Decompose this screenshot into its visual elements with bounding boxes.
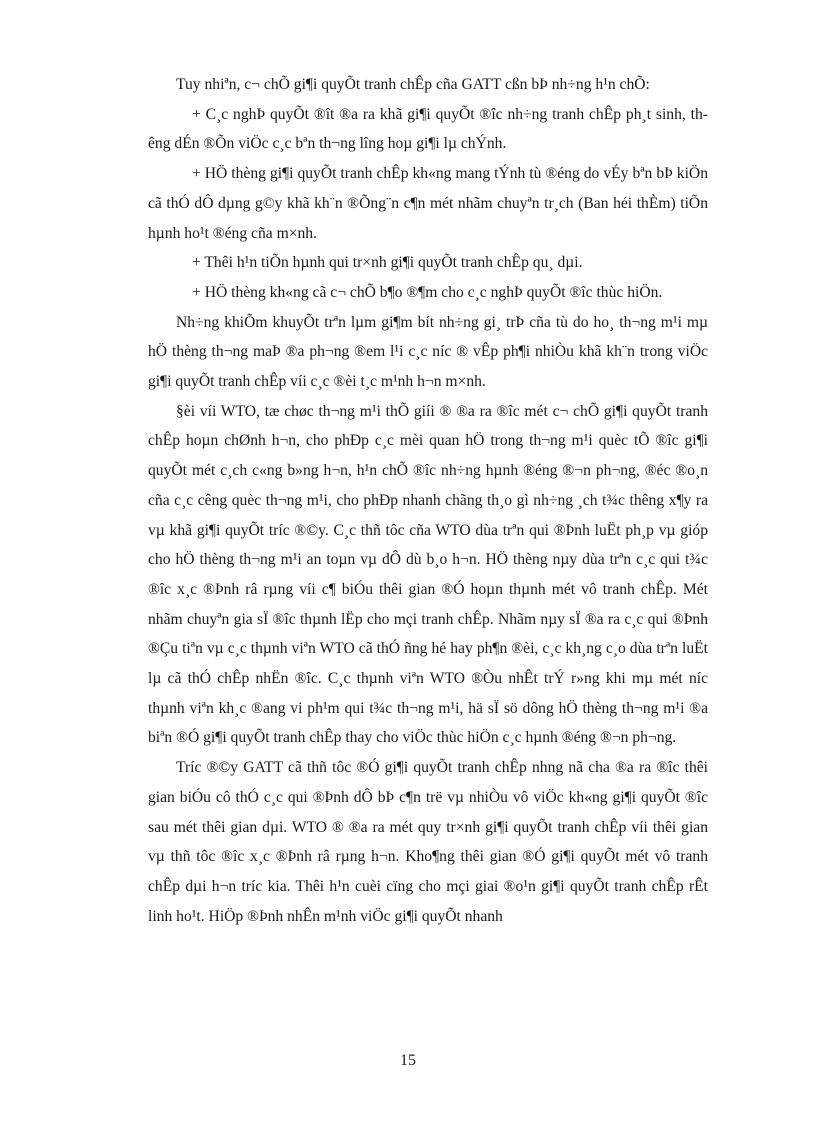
body-text	[148, 70, 708, 931]
paragraph-4: Tríc ®©y GATT cã thñ tôc ®Ó gi¶i quyÕt tranh chÊp nhng nã cha ®a ra ®îc thêi gian biÓu cô thÓ c¸c qui ®Þnh dÔ bÞ c¶n trë vµ nhiÒu vô viÖc kh«ng gi¶i quyÕt ®îc sau mét thêi gian dµi. WTO ® ®a ra mét quy tr×nh gi¶i quyÕt tranh chÊp víi thêi gian vµ thñ tôc ®îc x¸c ®Þnh râ rµng h¬n. Kho¶ng thêi gian ®Ó gi¶i quyÕt mét vô tranh chÊp dµi h¬n tríc kia. Thêi h¹n cuèi cïng cho mçi giai ®o¹n gi¶i quyÕt tranh chÊp rÊt linh ho¹t. HiÖp ®Þnh nhÊn m¹nh viÖc gi¶i quyÕt nhanh	[148, 759, 708, 925]
paragraph-intro: Tuy nhiªn, c¬ chÕ gi¶i quyÕt tranh chÊp cña GATT cßn bÞ nh÷ng h¹n chÕ:	[176, 76, 650, 93]
paragraph-3: §èi víi WTO, tæ chøc th¬ng m¹i thÕ giíi ® ®a ra ®îc mét c¬ chÕ gi¶i quyÕt tranh chÊp hoµn chØnh h¬n, cho phÐp c¸c mèi quan hÖ trong th¬ng m¹i quèc tÕ ®îc gi¶i quyÕt mét c¸ch c«ng b»ng h¬n, h¹n chÕ ®îc nh÷ng hµnh ®éng ®¬n ph¬ng, ®éc ®o¸n cña c¸c cêng quèc th¬ng m¹i, cho phÐp nhanh chãng th¸o gì nh÷ng ¸ch t¾c thêng x¶y ra vµ khã gi¶i quyÕt tríc ®©y. C¸c thñ tôc cña WTO dùa trªn qui ®Þnh luËt ph¸p vµ gióp cho hÖ thèng th¬ng m¹i an toµn vµ dÔ dù b¸o h¬n. HÖ thèng nµy dùa trªn c¸c qui t¾c ®îc x¸c ®Þnh râ rµng víi c¶ biÓu thêi gian ®Ó hoµn thµnh mét vô tranh chÊp. Mét nhãm chuyªn gia sÏ ®îc thµnh lËp cho mçi tranh chÊp. Nhãm nµy sÏ ®a ra c¸c qui ®Þnh ®Çu tiªn vµ c¸c thµnh viªn WTO cã thÓ ñng hé hay ph¶n ®èi, c¸c kh¸ng c¸o dùa trªn luËt lµ cã thÓ chÊp nhËn ®îc. C¸c thµnh viªn WTO ®Òu nhÊt trÝ r»ng khi mµ mét níc thµnh viªn kh¸c ®ang vi ph¹m qui t¾c th¬ng m¹i, hä sÏ sö dông hÖ thèng th¬ng m¹i ®a biªn ®Ó gi¶i quyÕt tranh chÊp thay cho viÖc thùc hiÖn c¸c hµnh ®éng ®¬n ph¬ng.	[148, 402, 708, 747]
page-number: 15	[400, 1052, 416, 1069]
bullet-1: + C¸c nghÞ quyÕt ®ît ®a ra khã gi¶i quyÕt ®îc nh÷ng tranh chÊp ph¸t sinh, thêng dÉn ®Õn viÖc c¸c bªn th¬ng lîng hoµ gi¶i lµ chÝnh.	[148, 105, 708, 153]
bullet-4: + HÖ thèng kh«ng cã c¬ chÕ b¶o ®¶m cho c¸c nghÞ quyÕt ®îc thùc hiÖn.	[192, 283, 663, 301]
bullet-2: + HÖ thèng gi¶i quyÕt tranh chÊp kh«ng mang tÝnh tù ®éng do vÉy bªn bÞ kiÖn cã thÓ dÔ dµng g©y khã kh¨n ®Õng¨n c¶n mét nhãm chuyªn tr¸ch (Ban héi thÈm) tiÕn hµnh ho¹t ®éng cña m×nh.	[148, 165, 708, 242]
bullet-3: + Thêi h¹n tiÕn hµnh qui tr×nh gi¶i quyÕt tranh chÊp qu¸ dµi.	[192, 254, 583, 272]
paragraph-2: Nh÷ng khiÕm khuyÕt trªn lµm gi¶m bít nh÷ng gi¸ trÞ cña tù do ho¸ th¬ng m¹i mµ hÖ thèng th¬ng maÞ ®a ph¬ng ®em l¹i c¸c níc ® vÊp ph¶i nhiÒu khã kh¨n trong viÖc gi¶i quyÕt tranh chÊp víi c¸c ®èi t¸c m¹nh h¬n m×nh.	[148, 313, 708, 391]
